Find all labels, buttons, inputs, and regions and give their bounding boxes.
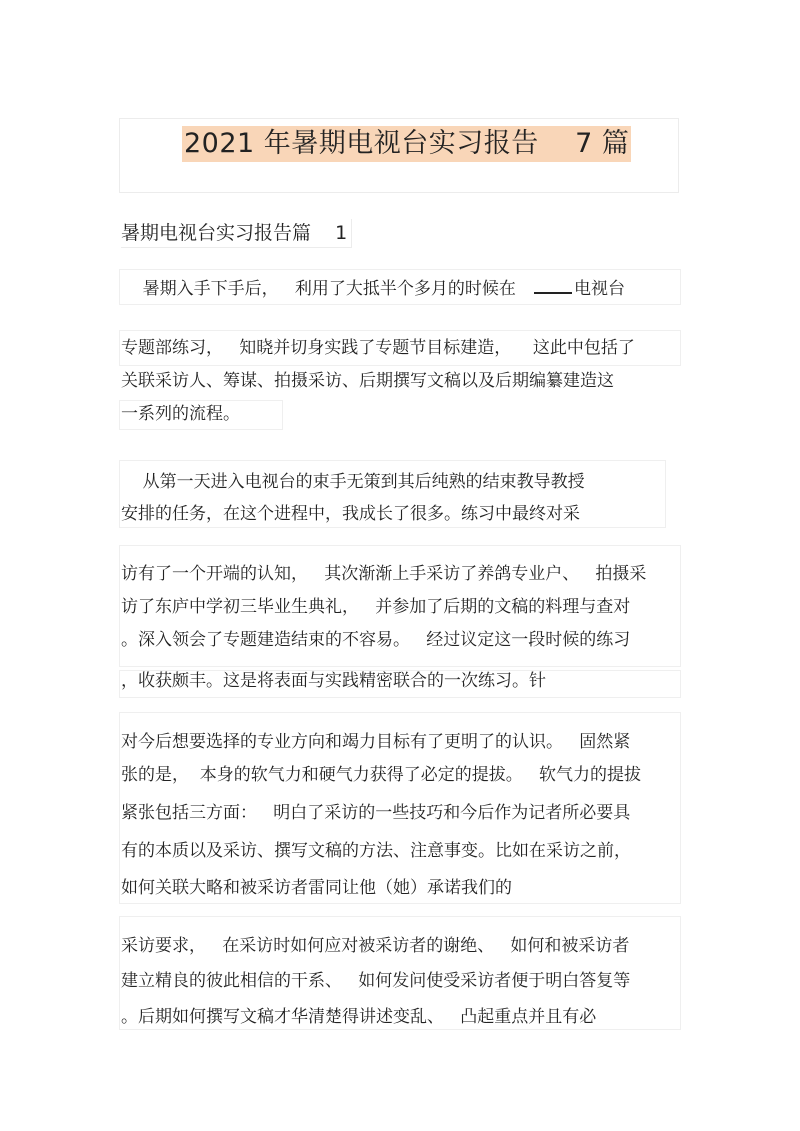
paragraph-line: 一系列的流程。	[121, 404, 240, 424]
section-heading: 暑期电视台实习报告篇 1	[121, 219, 352, 248]
line-text: 电视台	[574, 279, 626, 299]
paragraph-line: 建立精良的彼此相信的干系、 如何发问使受采访者便于明白答复等	[121, 971, 631, 991]
paragraph-line: 张的是， 本身的软气力和硬气力获得了必定的提拔。 软气力的提拔	[121, 765, 642, 785]
paragraph-line: 专题部练习， 知晓并切身实践了专题节目标建造， 这此中包括了	[121, 338, 635, 358]
paragraph-line: 对今后想要选择的专业方向和竭力目标有了更明了的认识。 固然紧	[121, 732, 631, 752]
paragraph-line: 访了东庐中学初三毕业生典礼， 并参加了后期的文稿的料理与查对	[121, 597, 631, 617]
paragraph-line: 从第一天进入电视台的束手无策到其后纯熟的结束教导教授	[121, 472, 585, 492]
paragraph-line: 。深入领会了专题建造结束的不容易。 经过议定这一段时候的练习	[121, 630, 631, 650]
fill-in-blank	[534, 278, 572, 294]
paragraph-line: 有的本质以及采访、撰写文稿的方法、注意事变。比如在采访之前，	[121, 841, 631, 861]
page-title: 2021 年暑期电视台实习报告 7 篇	[182, 126, 631, 162]
line-text: 暑期入手下手后， 利用了大抵半个多月的时候在	[121, 279, 533, 299]
paragraph-line: 采访要求， 在采访时如何应对被采访者的谢绝、 如何和被采访者	[121, 936, 630, 956]
paragraph-line: 紧张包括三方面： 明白了采访的一些技巧和今后作为记者所必要具	[121, 803, 631, 823]
paragraph-line	[121, 274, 625, 304]
paragraph-line: ，收获颇丰。这是将表面与实践精密联合的一次练习。针	[121, 671, 546, 691]
paragraph-line: 。后期如何撰写文稿才华清楚得讲述变乱、 凸起重点并且有必	[121, 1007, 597, 1027]
paragraph-line: 安排的任务，在这个进程中，我成长了很多。练习中最终对采	[121, 504, 580, 524]
paragraph-line: 访有了一个开端的认知， 其次渐渐上手采访了养鸽专业户、 拍摄采	[121, 564, 647, 584]
paragraph-line: 如何关联大略和被采访者雷同让他（她）承诺我们的	[121, 878, 512, 898]
paragraph-line: 关联采访人、筹谋、拍摄采访、后期撰写文稿以及后期编纂建造这	[121, 371, 614, 391]
